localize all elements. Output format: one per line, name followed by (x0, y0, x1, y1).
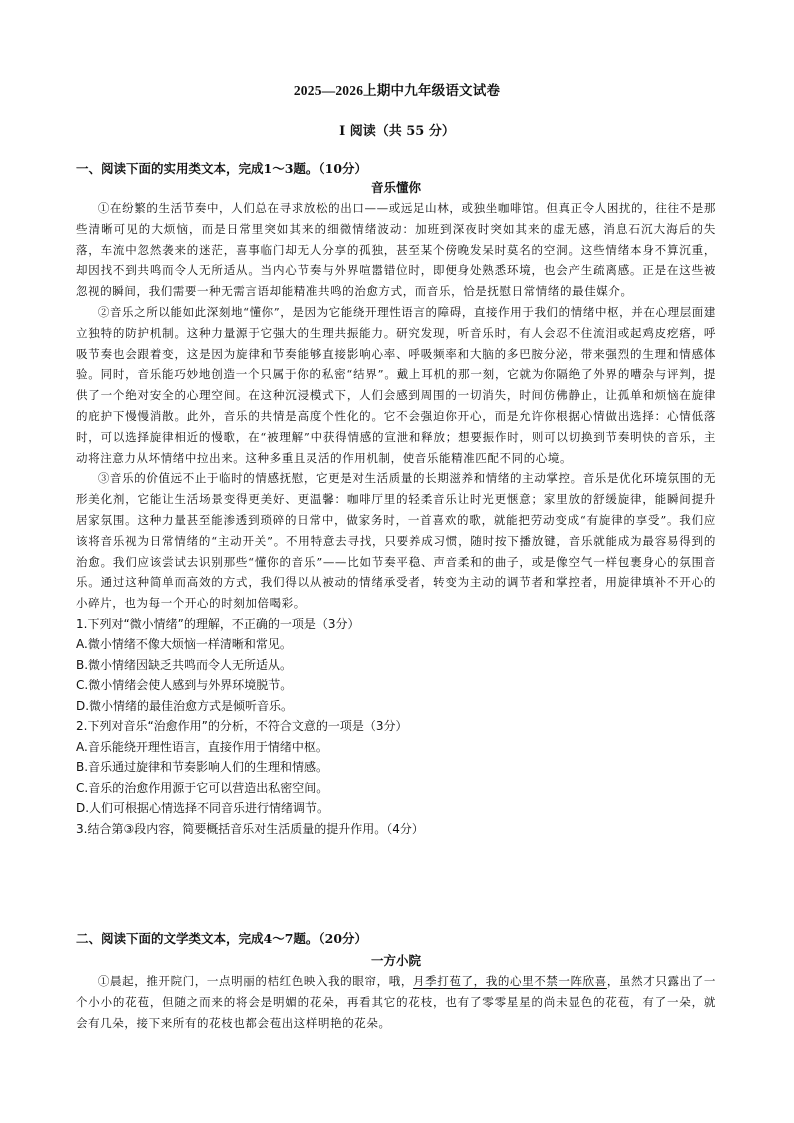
article-1-paragraph-1: ①在纷繁的生活节奏中，人们总在寻求放松的出口——或远足山林，或独坐咖啡馆。但真正令人困扰的，往往不是那些清晰可见的大烦恼，而是日常里突如其来的细微情绪波动：加班到深夜时突如其来的虚无感，消息石沉大海后的失落，车流中忽然袭来的迷茫，喜事临门却无人分享的孤独，甚至某个傍晚发呆时莫名的空洞。这些情绪本身不算沉重，却因找不到共鸣而令人无所适从。当内心节奏与外界喧嚣错位时，即便身处熟悉环境，也会产生疏离感。正是在这些被忽视的瞬间，我们需要一种无需言语却能精准共鸣的治愈方式，而音乐，恰是抚慰日常情绪的最佳媒介。 (76, 201, 716, 299)
question-2-stem: 2.下列对音乐“治愈作用”的分析，不符合文意的一项是（3分） (76, 719, 408, 734)
exam-title: 2025—2026上期中九年级语文试卷 (293, 83, 501, 98)
article-2-paragraph-1-start: ①晨起，推开院门，一点明丽的桔红色映入我的眼帘，哦， (97, 974, 413, 988)
section-2 (76, 930, 716, 1033)
question-2-option-c: C.音乐的治愈作用源于它可以营造出私密空间。 (76, 780, 329, 795)
question-2-option-b: B.音乐通过旋律和节奏影响人们的生理和情感。 (76, 760, 329, 775)
article-1-title: 音乐懂你 (370, 180, 421, 195)
question-2 (76, 716, 716, 819)
question-3-stem: 3.结合第③段内容，简要概括音乐对生活质量的提升作用。（4分） (76, 821, 424, 836)
section-1-heading: 一、阅读下面的实用类文本，完成1～3题。（10分） (76, 161, 368, 176)
question-1 (76, 614, 716, 717)
question-1-stem: 1.下列对“微小情绪”的理解，不正确的一项是（3分） (76, 616, 360, 631)
question-3 (76, 819, 716, 840)
section-2-heading: 二、阅读下面的文学类文本，完成4～7题。（20分） (76, 931, 368, 946)
article-1-paragraph-2: ②音乐之所以能如此深刻地“懂你”，是因为它能绕开理性语言的障碍，直接作用于我们的情绪中枢，并在心理层面建立独特的防护机制。这种力量源于它强大的生理共振能力。研究发现，听音乐时，有人会忍不住流泪或起鸡皮疙瘩，呼吸节奏也会跟着变，这是因为旋律和节奏能够直接影响心率、呼吸频率和大脑的多巴胺分泌，带来强烈的生理和情感体验。同时，音乐能巧妙地创造一个只属于你的私密“结界”。戴上耳机的那一刻，它就为你隔绝了外界的嘈杂与评判，提供了一个绝对安全的心理空间。在这种沉浸模式下，人们会感到周围的一切消失，时间仿佛静止，让孤单和烦恼在旋律的庇护下慢慢消散。此外，音乐的共情是高度个性化的。它不会强迫你开心，而是允许你根据心情做出选择：心情低落时，可以选择旋律相近的慢歌，在“被理解”中获得情感的宣泄和释放；想要振作时，则可以切换到节奏明快的音乐，主动将注意力从坏情绪中拉出来。这种多重且灵活的作用机制，使音乐能精准匹配不同的心境。 (76, 304, 716, 465)
question-1-option-b: B.微小情绪因缺乏共鸣而令人无所适从。 (76, 657, 293, 672)
section-1 (76, 160, 716, 839)
article-2-title: 一方小院 (370, 953, 421, 968)
underlined-sentence: 月季打苞了，我的心里不禁一阵欣喜 (412, 974, 607, 988)
article-2-paragraph-1-end: ，虽然才只露出了一个小小的花苞，但随之而来的将会是明媚的花朵，再看其它的花枝，也有了零零星星的尚未显色的花苞，有了一朵，就会有几朵，接下来所有的花枝也都会苞出这样明艳的花朵。 (76, 974, 716, 1030)
question-2-option-d: D.人们可根据心情选择不同音乐进行情绪调节。 (76, 801, 330, 816)
question-1-option-c: C.微小情绪会使人感到与外界环境脱节。 (76, 678, 293, 693)
question-1-option-d: D.微小情绪的最佳治愈方式是倾听音乐。 (76, 698, 294, 713)
article-1-paragraph-3: ③音乐的价值远不止于临时的情感抚慰，它更是对生活质量的长期滋养和情绪的主动掌控。音乐是优化环境氛围的无形美化剂，它能让生活场景变得更美好、更温馨：咖啡厅里的轻柔音乐让时光更惬意；家里放的舒缓旋律，能瞬间提升居家氛围。这种力量甚至能渗透到琐碎的日常中，做家务时，一首喜欢的歌，就能把劳动变成“有旋律的享受”。我们应该将音乐视为日常情绪的“主动开关”。不用特意去寻找，只要养成习惯，随时按下播放键，音乐就能成为最容易得到的治愈。我们应该尝试去识别那些“懂你的音乐”——比如节奏平稳、声音柔和的曲子，或是像空气一样包裹身心的氛围音乐。通过这种简单而高效的方式，我们得以从被动的情绪承受者，转变为主动的调节者和掌控者，用旋律填补不开心的小碎片，也为每一个开心的时刻加倍喝彩。 (76, 471, 716, 611)
question-2-option-a: A.音乐能绕开理性语言，直接作用于情绪中枢。 (76, 739, 328, 754)
article-2-paragraph-1 (76, 971, 716, 1033)
part-title: Ⅰ 阅读（共 55 分） (339, 124, 455, 139)
question-1-option-a: A.微小情绪不像大烦恼一样清晰和常见。 (76, 637, 292, 652)
